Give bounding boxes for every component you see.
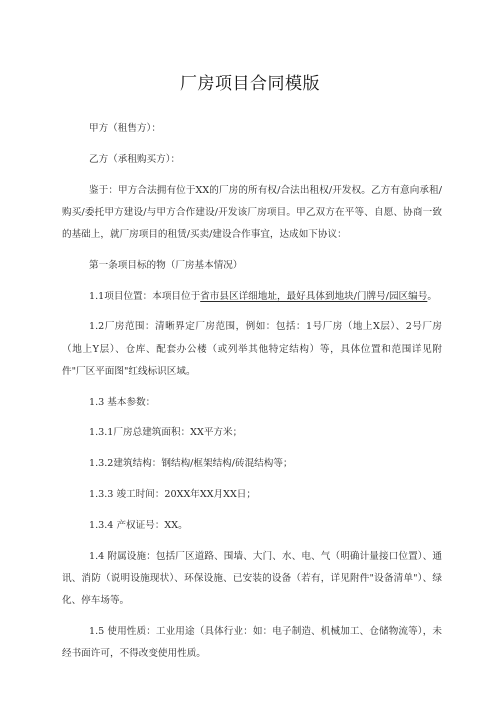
clause-1-3-2: 1.3.2建筑结构：钢结构/框架结构/砖混结构等； [89,458,293,470]
preamble-paragraph: 鉴于：甲方合法拥有位于XX的厂房的所有权/合法出租权/开发权。乙方有意向承租/购买/委托甲方建设/与甲方合作建设/开发该厂房项目。甲乙双方在平等、自愿、协商一致的基础上，就厂房项目的租赁/买卖/建设合作事宜，达成如下协议： [62,184,442,240]
clause-1-1 [62,286,442,308]
clause-1-4: 1.4 附属设施：包括厂区道路、围墙、大门、水、电、气（明确计量接口位置）、通讯、消防（说明设施现状）、环保设施、已安装的设备（若有，详见附件"设备清单"）、绿化、停车场等。 [62,550,442,606]
party-b-line: 乙方（承租购买方）： [89,153,181,165]
clause-1-1-prefix: 1.1项目位置：本项目位于 [89,290,201,302]
clause-1-1-suffix: 。 [427,290,437,302]
clause-1-2: 1.2厂房范围：清晰界定厂房范围，例如：包括：1号厂房（地上X层）、2号厂房（地上Y层）、仓库、配套办公楼（或列举其他特定结构）等，具体位置和范围详见附件"厂区平面图"红线标识区域。 [62,321,442,377]
party-a-line: 甲方（租售方）： [89,123,161,134]
document-title: 厂房项目合同模版 [180,74,320,94]
clause-1-1-address: 省市县区详细地址，最好具体到地块/门牌号/园区编号 [200,290,428,302]
clause-1-5: 1.5 使用性质：工业用途（具体行业：如：电子制造、机械加工、仓储物流等），未经书面许可，不得改变使用性质。 [62,625,442,659]
clause-1-3-1: 1.3.1厂房总建筑面积：XX平方米； [89,427,243,439]
document-body [62,118,442,674]
article-1-heading: 第一条项目标的物（厂房基本情况） [89,259,243,271]
clause-1-3-4: 1.3.4 产权证号：XX。 [89,519,188,531]
clause-1-3: 1.3 基本参数： [89,396,156,408]
clause-1-3-3: 1.3.3 竣工时间：20XX年XX月XX日； [89,488,256,500]
